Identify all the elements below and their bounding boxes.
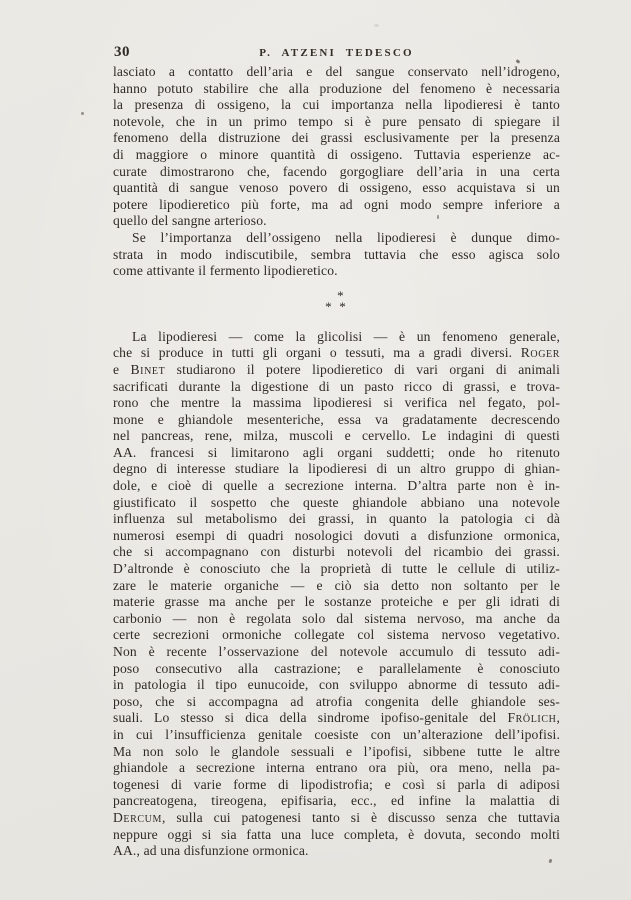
text-segment: hanno potuto stabilire che alla produzione del fenomeno è necessaria [113,80,560,96]
text-segment: carbonio — non è regolata solo dal sistema nervoso, ma anche da [113,610,560,626]
text-line [113,744,560,761]
text-segment: poso consecutivo alla castrazione; e parallelamente è conosciuto [113,660,560,676]
text-line [113,710,560,727]
text-line [113,827,560,844]
text-segment: potere lipodieretico più forte, ma ad ogni modo sempre inferiore a [113,196,560,212]
body-text [113,64,560,860]
text-line [113,627,560,644]
text-segment: AA. francesi si limitarono agli organi suddetti; onde ho ritenuto [113,444,560,460]
text-segment: e [113,361,131,377]
text-segment: numerosi esempi di quadri nosologici dovuti a disfunzione ormonica, [113,527,560,543]
text-line [113,213,560,230]
asterism-separator [113,287,560,316]
text-segment: ghiandole a secrezione interna entrano ora più, ora meno, nella pa- [113,760,560,776]
text-segment: quantità di sangue venoso povero di ossigeno, esso acquistava si un [113,180,560,196]
text-segment: lasciato a contatto dell’aria e del sangue conservato nell’idrogeno, [113,64,560,79]
text-segment: che si produce in tutti gli organi o tessuti, ma a gradi diversi. [113,345,521,361]
text-segment: materie grasse ma anche per le sostanze proteiche e per gli idrati di [113,594,560,610]
text-segment: rono che mentre la massima lipodieresi si verifica nel fegato, pol- [113,395,560,411]
text-segment: di maggiore o minore quantità di ossigeno. Tuttavia esperienze ac- [113,146,560,162]
smallcaps-author-name: Roger [520,345,560,361]
text-line [113,511,560,528]
text-line [113,611,560,628]
text-line [113,677,560,694]
text-line [113,329,560,346]
text-line [113,147,560,164]
text-segment: AA., ad una disfunzione ormonica. [113,843,309,859]
scan-speck [437,215,439,219]
text-line [113,180,560,197]
text-line [113,345,560,362]
text-segment: sacrificati durante la digestione di un pasto ricco di grassi, e trova- [113,378,560,394]
text-segment: mone e ghiandole mesenteriche, essa va gradatamente decrescendo [113,411,560,427]
text-segment: togenesi di varie forme di lipodistrofia; e così si parla di adiposi [113,776,560,792]
text-line [113,97,560,114]
text-segment: in cui l’insufficienza genitale coesiste con un’alterazione dell’ipofisi. [113,726,560,742]
text-line [113,230,560,247]
text-line [113,727,560,744]
text-line [113,694,560,711]
text-line [113,130,560,147]
text-line [113,528,560,545]
smallcaps-author-name: Frölich [507,710,557,726]
text-line [113,362,560,379]
scan-speck [374,24,379,27]
text-segment: suali. Lo stesso si dica della sindrome ipofiso-genitale del [113,710,508,726]
text-line [113,661,560,678]
text-line [113,843,560,860]
asterism-row: * [337,287,344,303]
page-header [113,44,560,62]
text-segment: nel pancreas, rene, milza, muscoli e cervello. Le indagini di questi [113,428,560,444]
text-line [113,428,560,445]
text-line [113,197,560,214]
text-line [113,445,560,462]
text-line [113,379,560,396]
text-line [113,760,560,777]
text-line [113,395,560,412]
text-line [113,594,560,611]
text-segment: fenomeno della distruzione dei grassi esclusivamente per la presenza [113,130,560,146]
page-number: 30 [114,44,130,60]
text-segment: strata in modo indiscutibile, sembra tuttavia che esso agisca solo [113,246,560,262]
text-segment: degno di interesse studiare la lipodieresi di un altro gruppo di ghian- [113,461,560,477]
text-segment: come attivante il fermento lipodieretico. [113,263,338,279]
text-segment: curate dimostrarono che, facendo gorgogliare dell’aria in una certa [113,163,560,179]
text-segment: giustificato il sospetto che queste ghiandole abbiano una notevole [113,494,560,510]
text-line [113,247,560,264]
smallcaps-author-name: Dercum [113,809,162,825]
text-segment: certe secrezioni ormoniche collegate col sistema nervoso vegetativo. [113,627,560,643]
text-segment: poso, che si accompagna ad atrofia congenita delle ghiandole ses- [113,693,560,709]
text-segment: la presenza di ossigeno, la cui importanza nella lipodieresi è tanto [113,97,560,113]
text-line [113,114,560,131]
text-segment: quello del sangne arterioso. [113,213,267,229]
text-line [113,777,560,794]
text-line [113,164,560,181]
text-line [113,578,560,595]
text-segment: studiarono il potere lipodieretico di vari organi di animali [165,361,561,377]
smallcaps-author-name: Binet [130,361,166,377]
text-segment: notevole, che in un primo tempo si è pure pensato di spiegare il [113,113,560,129]
text-line [113,644,560,661]
text-segment: che si accompagnano con disturbi notevoli del ricambio dei grassi. [113,544,560,560]
text-segment: La lipodieresi — come la glicolisi — è un fenomeno generale, [132,328,560,344]
text-segment: D’altronde è conosciuto che la proprietà di tutte le cellule di utiliz- [113,561,560,577]
text-segment: neppure oggi si sia fatta una luce completa, è dovuta, secondo molti [113,826,560,842]
text-line [113,544,560,561]
text-segment: zare le materie organiche — e ciò sia detto non soltanto per le [113,577,560,593]
text-segment: in patologia il tipo eunucoide, con sviluppo abnorme di tessuto adi- [113,677,560,693]
text-line [113,412,560,429]
text-line [113,793,560,810]
asterism-row: * * [325,298,346,314]
text-line [113,81,560,98]
text-segment: pancreatogena, tireogena, epifisaria, ecc., ed infine la malattia di [113,793,560,809]
text-segment: influenza sul metabolismo dei grassi, in quanto la patologia ci dà [113,511,560,527]
text-line [113,810,560,827]
text-line [113,64,560,81]
text-segment: Se l’importanza dell’ossigeno nella lipodieresi è dunque dimo- [132,229,560,245]
text-line [113,561,560,578]
text-segment: , [556,710,560,726]
text-line [113,478,560,495]
text-line [113,495,560,512]
running-header-title: P. ATZENI TEDESCO [259,47,414,59]
scan-speck [548,859,552,864]
text-line [113,461,560,478]
text-line [113,263,560,280]
text-segment: Non è recente l’osservazione del notevole accumulo di tessuto adi- [113,644,560,659]
text-segment: , sulla cui patogenesi tanto si è discusso senza che tuttavia [161,809,560,825]
scan-speck [81,112,84,115]
text-segment: Ma non solo le glandole sessuali e l’ipofisi, sibbene tutte le altre [113,743,560,759]
text-segment: dole, e cioè di quelle a secrezione interna. D’altra parte non è in- [113,478,560,494]
